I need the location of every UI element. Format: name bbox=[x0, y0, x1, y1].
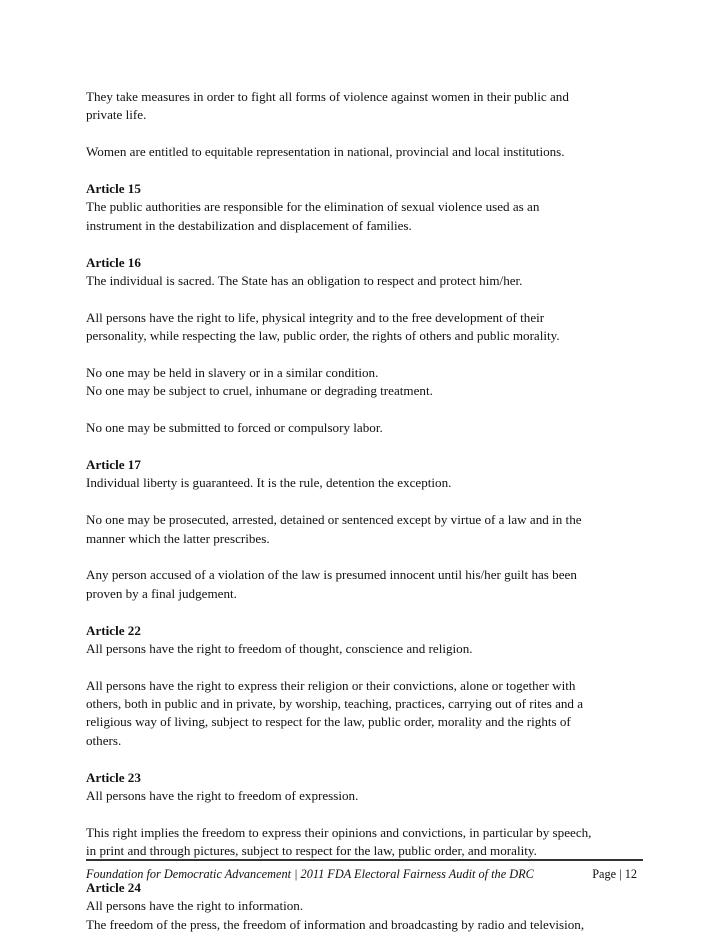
text-line: religious way of living, subject to respect for the law, public order, morality and the rights of bbox=[86, 714, 571, 730]
paragraph-women-violence bbox=[86, 88, 646, 125]
paragraph-women-representation bbox=[86, 143, 646, 161]
text-line: others. bbox=[86, 732, 122, 748]
paragraph-prosecution bbox=[86, 511, 646, 548]
footer-source: Foundation for Democratic Advancement | 2011 FDA Electoral Fairness Audit of the DRC bbox=[86, 867, 534, 881]
text-line: This right implies the freedom to express their opinions and convictions, in particular by speech, bbox=[86, 824, 592, 840]
text-line: instrument in the destabilization and displacement of families. bbox=[86, 217, 412, 233]
article-heading: Article 17 bbox=[86, 457, 141, 473]
text-line: in print and through pictures, subject to respect for the law, public order, and morality. bbox=[86, 843, 537, 859]
text-line: No one may be submitted to forced or compulsory labor. bbox=[86, 420, 383, 436]
paragraph-expression bbox=[86, 824, 646, 861]
article-heading: Article 23 bbox=[86, 769, 141, 785]
text-line: The public authorities are responsible for the elimination of sexual violence used as an bbox=[86, 199, 540, 215]
paragraph-slavery bbox=[86, 364, 646, 401]
text-line: The freedom of the press, the freedom of information and broadcasting by radio and television, bbox=[86, 916, 585, 932]
paragraph-religion bbox=[86, 677, 646, 750]
text-line: manner which the latter prescribes. bbox=[86, 530, 270, 546]
text-line: They take measures in order to fight all forms of violence against women in their public and bbox=[86, 89, 569, 104]
text-line: proven by a final judgement. bbox=[86, 585, 237, 601]
text-line: All persons have the right to information. bbox=[86, 898, 304, 914]
paragraph-right-to-life bbox=[86, 309, 646, 346]
paragraph-forced-labor bbox=[86, 419, 646, 437]
text-line: No one may be subject to cruel, inhumane or degrading treatment. bbox=[86, 383, 433, 399]
page-number: Page | 12 bbox=[592, 867, 637, 881]
page-footer bbox=[86, 866, 643, 882]
text-line: All persons have the right to freedom of expression. bbox=[86, 787, 359, 803]
article-17 bbox=[86, 456, 646, 493]
text-line: All persons have the right to express their religion or their convictions, alone or together with bbox=[86, 677, 576, 693]
paragraph-presumed-innocent bbox=[86, 566, 646, 603]
article-24 bbox=[86, 879, 646, 934]
footer-divider bbox=[86, 859, 643, 861]
article-15 bbox=[86, 180, 646, 235]
text-line: No one may be prosecuted, arrested, detained or sentenced except by virtue of a law and in the bbox=[86, 512, 582, 528]
article-heading: Article 15 bbox=[86, 181, 141, 197]
text-line: Women are entitled to equitable representation in national, provincial and local institutions. bbox=[86, 144, 565, 160]
article-16 bbox=[86, 254, 646, 291]
text-line: Any person accused of a violation of the law is presumed innocent until his/her guilt has been bbox=[86, 567, 577, 583]
text-line: The individual is sacred. The State has an obligation to respect and protect him/her. bbox=[86, 272, 523, 288]
text-line: personality, while respecting the law, public order, the rights of others and public morality. bbox=[86, 328, 560, 344]
text-line: All persons have the right to freedom of thought, conscience and religion. bbox=[86, 640, 473, 656]
article-heading: Article 16 bbox=[86, 254, 141, 270]
text-line: others, both in public and in private, by worship, teaching, practices, carrying out of rites and a bbox=[86, 696, 584, 712]
text-line: private life. bbox=[86, 107, 147, 123]
article-heading: Article 24 bbox=[86, 879, 141, 895]
text-line: All persons have the right to life, physical integrity and to the free development of their bbox=[86, 309, 545, 325]
article-heading: Article 22 bbox=[86, 622, 141, 638]
document-body bbox=[86, 88, 646, 952]
text-line: No one may be held in slavery or in a similar condition. bbox=[86, 364, 379, 380]
article-23 bbox=[86, 769, 646, 806]
text-line: Individual liberty is guaranteed. It is the rule, detention the exception. bbox=[86, 475, 452, 491]
article-22 bbox=[86, 622, 646, 659]
